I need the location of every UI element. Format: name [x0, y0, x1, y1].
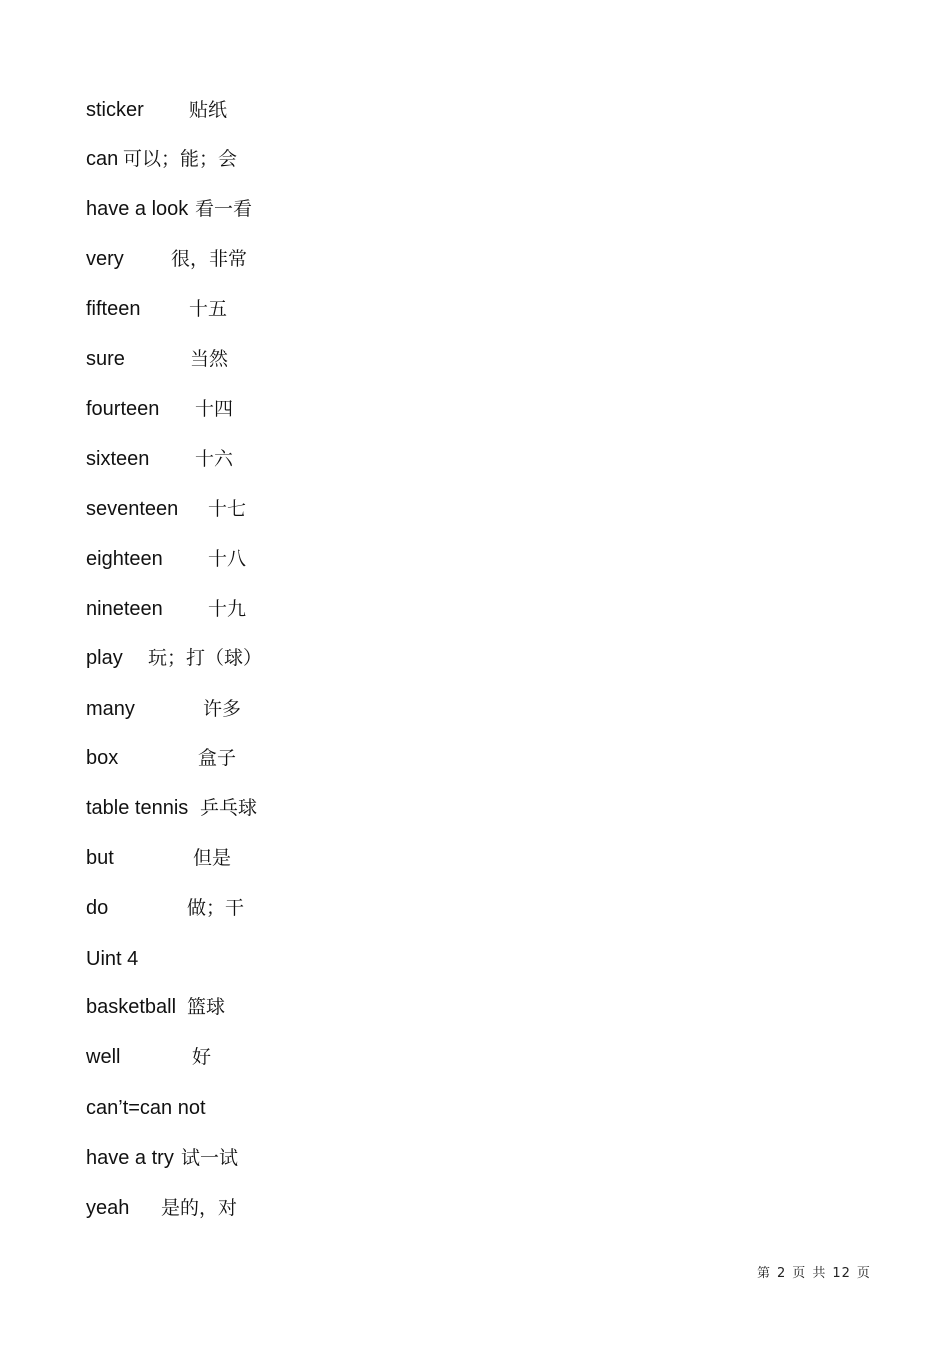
- chinese-meaning: 可以；能；会: [123, 148, 238, 170]
- chinese-meaning: 是的，对: [161, 1197, 238, 1219]
- page-number: 2: [777, 1266, 787, 1281]
- vocab-entry-seventeen: [86, 494, 247, 524]
- vocab-entry-nineteen: [86, 594, 247, 624]
- english-word: fifteen: [86, 298, 141, 320]
- vocab-entry-but: [86, 843, 232, 873]
- page-footer: [757, 1262, 877, 1281]
- chinese-meaning: 贴纸: [189, 99, 228, 121]
- vocab-entry-have-a-try: [86, 1143, 239, 1173]
- vocab-entry-fifteen: [86, 294, 228, 324]
- english-word: yeah: [86, 1197, 130, 1219]
- english-word: well: [86, 1046, 121, 1068]
- vocab-entry-fourteen: [86, 394, 234, 424]
- chinese-meaning: 十四: [195, 398, 234, 420]
- english-word: have a try: [86, 1147, 174, 1169]
- vocab-entry-play: [86, 643, 263, 673]
- english-word: basketball: [86, 996, 177, 1018]
- chinese-meaning: 十九: [208, 598, 247, 620]
- chinese-meaning: 十八: [208, 548, 247, 570]
- vocab-entry-very: [86, 244, 248, 274]
- english-word: seventeen: [86, 498, 179, 520]
- english-word: do: [86, 897, 109, 919]
- chinese-meaning: 看一看: [195, 198, 253, 220]
- total-pages: 12: [832, 1266, 851, 1281]
- chinese-meaning: 很，非常: [171, 248, 248, 270]
- chinese-meaning: 篮球: [187, 996, 226, 1018]
- vocab-entry-have-a-look: [86, 194, 253, 224]
- chinese-meaning: 十六: [195, 448, 234, 470]
- footer-label-gong: 共: [812, 1266, 827, 1281]
- vocab-entry-box: [86, 743, 237, 773]
- chinese-meaning: 许多: [203, 698, 242, 720]
- chinese-meaning: 盒子: [198, 747, 237, 769]
- chinese-meaning: 十七: [208, 498, 247, 520]
- chinese-meaning: 但是: [193, 847, 232, 869]
- footer-label-ye-2: 页: [856, 1266, 871, 1281]
- vocab-entry-eighteen: [86, 544, 247, 574]
- english-word: very: [86, 248, 124, 270]
- vocab-entry-do: [86, 893, 245, 923]
- chinese-meaning: 乒乓球: [200, 797, 258, 819]
- vocab-entry-basketball: [86, 992, 226, 1022]
- contraction-note: can’t=can not: [86, 1097, 206, 1119]
- footer-label-di: 第: [757, 1266, 772, 1281]
- chinese-meaning: 玩；打（球）: [148, 647, 263, 669]
- english-word: can: [86, 148, 119, 170]
- chinese-meaning: 十五: [189, 298, 228, 320]
- chinese-meaning: 当然: [190, 348, 229, 370]
- unit-heading: Uint 4: [86, 948, 139, 970]
- english-word: nineteen: [86, 598, 163, 620]
- vocab-entry-yeah: [86, 1193, 238, 1223]
- english-word: have a look: [86, 198, 189, 220]
- vocab-entry-sticker: [86, 95, 228, 125]
- footer-label-ye: 页: [792, 1266, 807, 1281]
- chinese-meaning: 做；干: [187, 897, 245, 919]
- english-word: play: [86, 647, 123, 669]
- english-word: many: [86, 698, 135, 720]
- english-word: sure: [86, 348, 125, 370]
- vocab-entry-table-tennis: [86, 793, 258, 823]
- english-word: fourteen: [86, 398, 160, 420]
- english-word: box: [86, 747, 119, 769]
- english-word: sticker: [86, 99, 144, 121]
- chinese-meaning: 好: [192, 1046, 212, 1068]
- english-word: eighteen: [86, 548, 163, 570]
- chinese-meaning: 试一试: [181, 1147, 239, 1169]
- english-word: table tennis: [86, 797, 189, 819]
- vocab-entry-well: [86, 1042, 212, 1072]
- vocab-entry-sure: [86, 344, 229, 374]
- vocab-entry-can: [86, 144, 238, 174]
- vocab-entry-sixteen: [86, 444, 234, 474]
- english-word: but: [86, 847, 114, 869]
- english-word: sixteen: [86, 448, 150, 470]
- vocab-entry-many: [86, 694, 242, 724]
